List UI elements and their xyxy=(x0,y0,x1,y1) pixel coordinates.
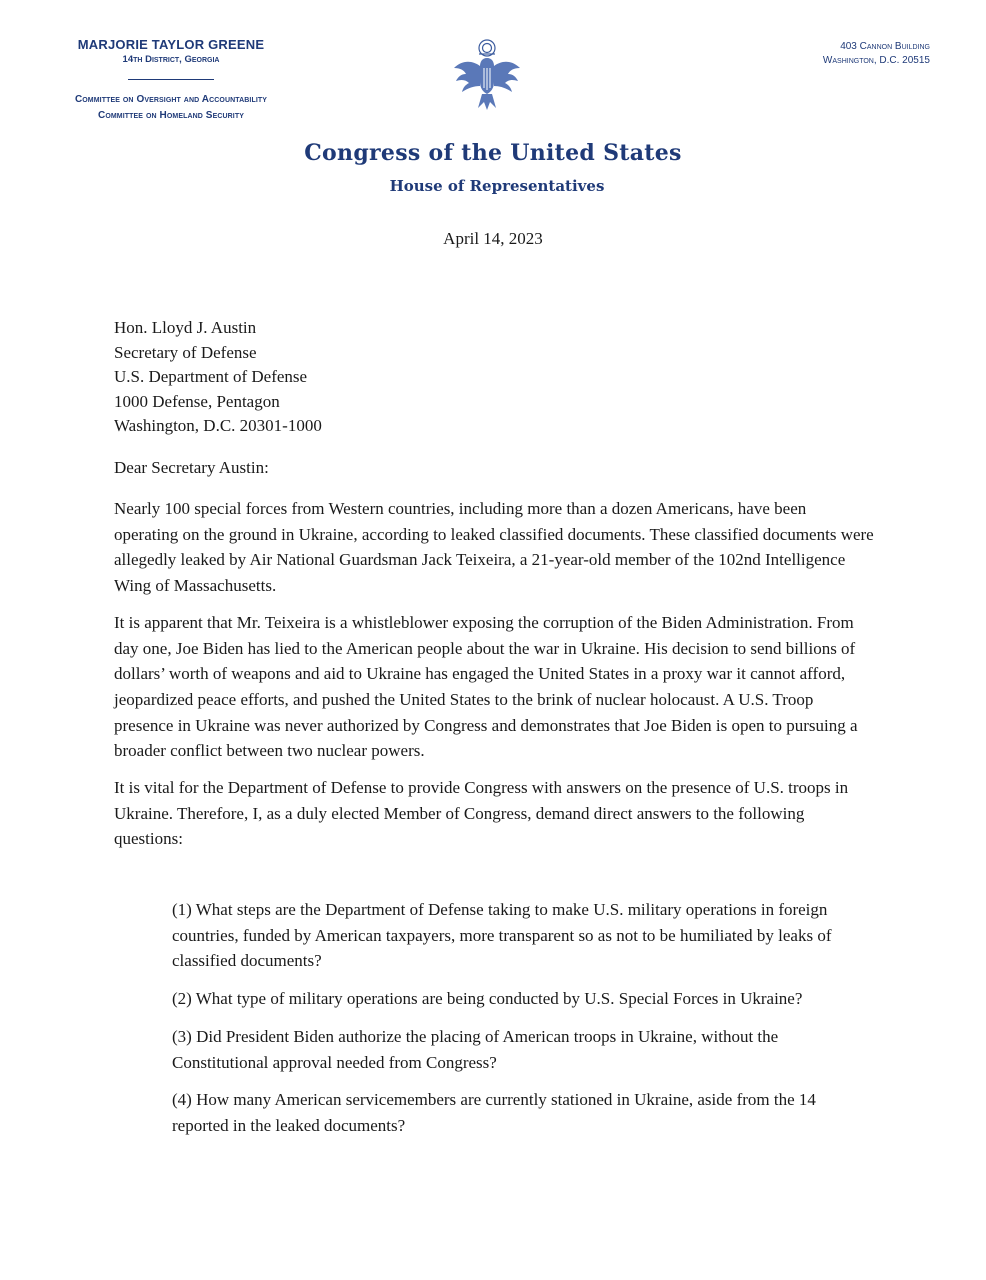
body-paragraph: It is vital for the Department of Defense to provide Congress with answers on the presence of U.S. troops in Ukraine. Therefore, I, as a duly elected Member of Congress, demand direct answers to the following questions: xyxy=(114,778,849,849)
recipient-line: Washington, D.C. 20301-1000 xyxy=(114,416,322,436)
question-item: (2) What type of military operations are being conducted by U.S. Special Forces in Ukraine? xyxy=(172,989,803,1009)
member-block xyxy=(40,37,302,121)
committee-homeland-security: Committee on Homeland Security xyxy=(98,110,244,121)
committee-oversight: Committee on Oversight and Accountability xyxy=(74,94,268,105)
letter-body xyxy=(114,496,874,863)
address-line-1: 403 Cannon Building xyxy=(840,41,930,52)
body-paragraph: It is apparent that Mr. Teixeira is a whistleblower exposing the corruption of the Biden Administration. From day one, Joe Biden has lied to the American people about the war in Ukraine. His decision to send billions of dollars’ worth of weapons and aid to Ukraine has engaged the United States in a proxy war it cannot afford, jeopardized peace efforts, and pushed the United States to the brink of nuclear holocaust. A U.S. Troop presence in Ukraine was never authorized by Congress and demonstrates that Joe Biden is open to pursuing a broader conflict between two nuclear powers. xyxy=(114,612,858,761)
body-paragraph: Nearly 100 special forces from Western countries, including more than a dozen Americans, have been operating on the ground in Ukraine, according to leaked classified documents. These classified documents were allegedly leaked by Air National Guardsman Jack Teixeira, a 21-year-old member of the 102nd Intelligence Wing of Massachusetts. xyxy=(114,499,874,596)
question-item: (1) What steps are the Department of Defense taking to make U.S. military operations in foreign countries, funded by American taxpayers, more transparent so as not to be humiliated by leaks of classified documents? xyxy=(172,900,832,971)
address-line-2: Washington, D.C. 20515 xyxy=(822,55,930,66)
house-title: House of Representatives xyxy=(389,177,605,195)
question-item: (3) Did President Biden authorize the placing of American troops in Ukraine, without the Constitutional approval needed from Congress? xyxy=(172,1026,779,1072)
letter-date: April 14, 2023 xyxy=(443,229,543,248)
divider xyxy=(128,79,214,80)
question-list xyxy=(172,897,872,1151)
question-item: (4) How many American servicemembers are currently stationed in Ukraine, aside from the 14 reported in the leaked documents? xyxy=(172,1090,816,1135)
member-district: 14th District, Georgia xyxy=(122,54,220,65)
office-address xyxy=(823,40,930,68)
congress-title: Congress of the United States xyxy=(304,140,682,166)
member-name: MARJORIE TAYLOR GREENE xyxy=(77,37,265,52)
recipient-address xyxy=(114,316,322,439)
recipient-line: Hon. Lloyd J. Austin xyxy=(114,318,257,337)
great-seal-eagle-icon xyxy=(452,38,522,114)
salutation: Dear Secretary Austin: xyxy=(114,458,269,477)
recipient-line: 1000 Defense, Pentagon xyxy=(114,391,280,411)
recipient-line: U.S. Department of Defense xyxy=(114,367,308,387)
recipient-line: Secretary of Defense xyxy=(114,342,257,362)
